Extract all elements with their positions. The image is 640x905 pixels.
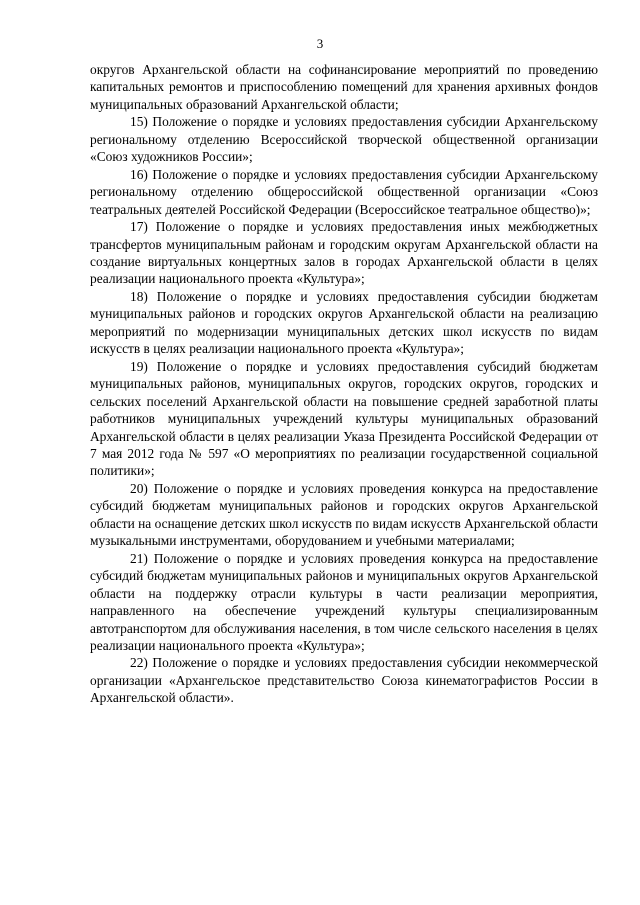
- list-item-19: 19) Положение о порядке и условиях предоставления субсидий бюджетам муниципальных районов, муниципальных округов, городских округов, городских и сельских поселений Архангельской области на повышение средней заработной платы работников муниципальных учреждений культуры муниципальных образований Архангельской области в целях реализации Указа Президента Российской Федерации от 7 мая 2012 года № 597 «О мероприятиях по реализации государственной социальной политики»;: [90, 358, 598, 479]
- list-item-17: 17) Положение о порядке и условиях предоставления иных межбюджетных трансфертов муниципальным районам и городским округам Архангельской области на создание виртуальных концертных залов в городах Архангельской области в целях реализации национального проекта «Культура»;: [90, 219, 598, 287]
- list-item-22: 22) Положение о порядке и условиях предоставления субсидии некоммерческой организации «Архангельское представительство Союза кинематографистов России в Архангельской области».: [90, 655, 598, 706]
- list-item-20: 20) Положение о порядке и условиях проведения конкурса на предоставление субсидий бюджетам муниципальных районов и городских округов Архангельской области на оснащение детских школ искусств по видам искусств Архангельской области музыкальными инструментами, оборудованием и учебными материалами;: [90, 480, 598, 549]
- document-body: [90, 61, 598, 707]
- page-number: 3: [316, 36, 324, 51]
- list-item-15: 15) Положение о порядке и условиях предоставления субсидии Архангельскому региональному отделению Всероссийской творческой общественной организации «Союз художников России»;: [90, 114, 598, 165]
- list-item-16: 16) Положение о порядке и условиях предоставления субсидии Архангельскому региональному отделению общероссийской общественной организации «Союз театральных деятелей Российской Федерации (Всероссийское театральное общество)»;: [90, 166, 598, 217]
- list-item-18: 18) Положение о порядке и условиях предоставления субсидии бюджетам муниципальных районов и городских округов Архангельской области на реализацию мероприятий по модернизации муниципальных детских школ искусств по видам искусств в целях реализации национального проекта «Культура»;: [90, 288, 598, 357]
- list-item-21: 21) Положение о порядке и условиях проведения конкурса на предоставление субсидий бюджетам муниципальных районов и муниципальных округов Архангельской области на поддержку отрасли культуры в части реализации мероприятия, направленного на обеспечение учреждений культуры специализированным автотранспортом для обслуживания населения, в том числе сельского населения в целях реализации национального проекта «Культура»;: [90, 550, 598, 653]
- paragraph-continuation: округов Архангельской области на софинансирование мероприятий по проведению капитальных ремонтов и приспособлению помещений для хранения архивных фондов муниципальных образований Архангельской области;: [90, 62, 598, 112]
